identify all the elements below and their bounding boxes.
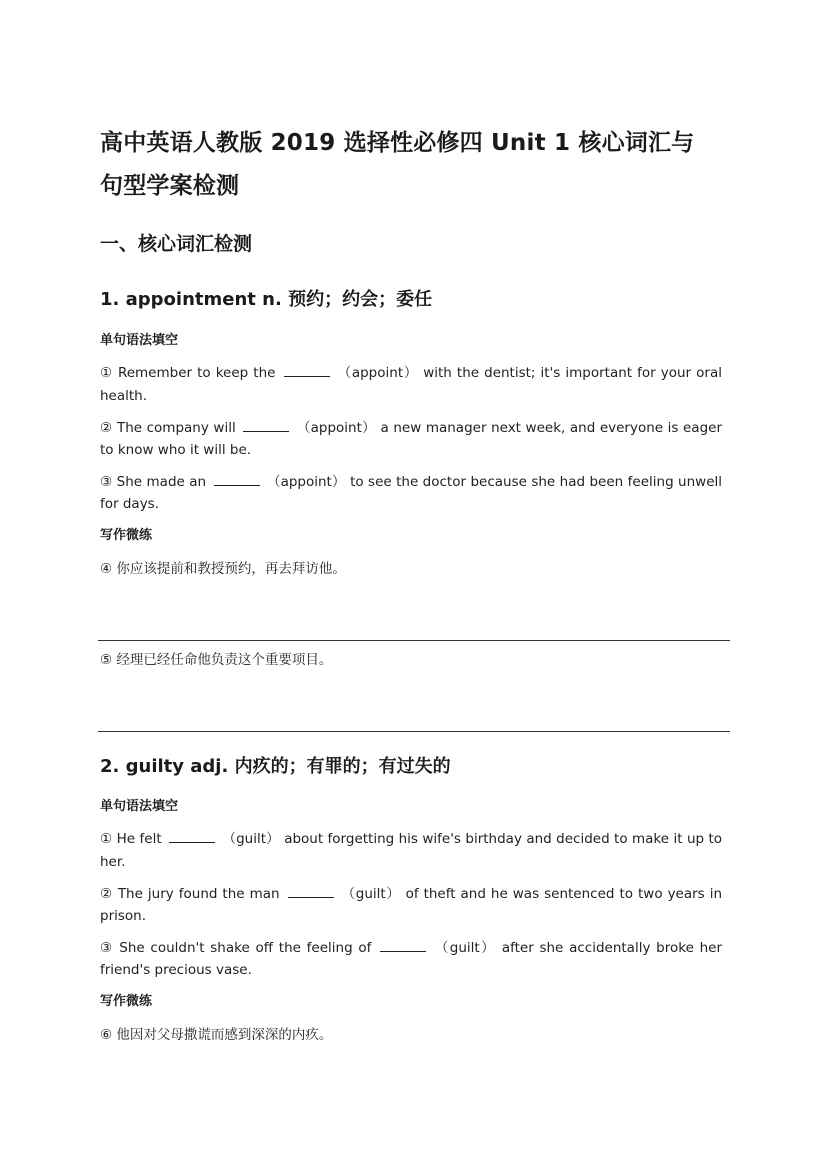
item-number: ③ bbox=[100, 474, 113, 490]
entry-heading-appointment: 1. appointment n. 预约；约会；委任 bbox=[100, 289, 433, 310]
item-number: ③ bbox=[100, 940, 114, 956]
entry-heading-guilty: 2. guilty adj. 内疚的；有罪的；有过失的 bbox=[100, 756, 451, 777]
fill-in-label: 单句语法填空 bbox=[100, 333, 179, 348]
sentence-continuation: to know who it will be. bbox=[100, 442, 252, 458]
item-number: ① bbox=[100, 365, 113, 381]
sentence-rest: with the dentist; it's important for your oral bbox=[423, 365, 722, 381]
item-number: ② bbox=[100, 420, 113, 436]
sentence-continuation: her. bbox=[100, 854, 126, 870]
word-hint: （appoint） bbox=[337, 365, 419, 381]
fill-in-label: 单句语法填空 bbox=[100, 799, 179, 814]
exercise-line bbox=[100, 416, 722, 436]
answer-blank[interactable] bbox=[380, 939, 426, 952]
answer-blank[interactable] bbox=[169, 830, 215, 843]
prompt-text: 你应该提前和教授预约，再去拜访他。 bbox=[116, 561, 346, 577]
item-number: ① bbox=[100, 831, 113, 847]
sentence-start: The jury found the man bbox=[117, 886, 280, 902]
sentence-continuation: for days. bbox=[100, 496, 160, 512]
exercise-line bbox=[100, 361, 722, 381]
document-title-line-1: 高中英语人教版 2019 选择性必修四 Unit 1 核心词汇与 bbox=[100, 130, 695, 156]
exercise-line bbox=[100, 936, 722, 956]
exercise-line bbox=[100, 827, 722, 847]
exercise-line bbox=[100, 470, 722, 490]
sentence-start: Remember to keep the bbox=[117, 365, 276, 381]
sentence-rest: after she accidentally broke her bbox=[501, 940, 723, 956]
writing-prompt bbox=[100, 648, 722, 668]
item-number: ② bbox=[100, 886, 113, 902]
item-number: ④ bbox=[100, 561, 113, 577]
section-heading: 一、核心词汇检测 bbox=[100, 233, 253, 255]
word-hint: （guilt） bbox=[341, 886, 401, 902]
sentence-continuation: health. bbox=[100, 388, 148, 404]
answer-line[interactable] bbox=[98, 640, 730, 641]
answer-blank[interactable] bbox=[214, 473, 260, 486]
writing-practice-label: 写作微练 bbox=[100, 994, 153, 1009]
item-number: ⑤ bbox=[100, 652, 113, 668]
prompt-text: 他因对父母撒谎而感到深深的内疚。 bbox=[116, 1027, 333, 1043]
prompt-text: 经理已经任命他负责这个重要项目。 bbox=[116, 652, 333, 668]
sentence-start: She made an bbox=[116, 474, 207, 490]
answer-blank[interactable] bbox=[284, 364, 330, 377]
sentence-rest: of theft and he was sentenced to two years in bbox=[405, 886, 723, 902]
answer-blank[interactable] bbox=[243, 419, 289, 432]
sentence-rest: about forgetting his wife's birthday and decided to make it up to bbox=[284, 831, 723, 847]
sentence-continuation: prison. bbox=[100, 908, 147, 924]
sentence-rest: to see the doctor because she had been feeling unwell bbox=[350, 474, 723, 490]
word-hint: （appoint） bbox=[296, 420, 376, 436]
word-hint: （guilt） bbox=[434, 940, 497, 956]
document-title-line-2: 句型学案检测 bbox=[100, 173, 240, 199]
exercise-line bbox=[100, 882, 722, 902]
answer-blank[interactable] bbox=[288, 885, 334, 898]
word-hint: （guilt） bbox=[222, 831, 280, 847]
sentence-start: She couldn't shake off the feeling of bbox=[119, 940, 372, 956]
writing-prompt bbox=[100, 1023, 722, 1043]
word-hint: （appoint） bbox=[266, 474, 346, 490]
sentence-start: He felt bbox=[116, 831, 162, 847]
item-number: ⑥ bbox=[100, 1027, 113, 1043]
sentence-continuation: friend's precious vase. bbox=[100, 962, 252, 978]
answer-line[interactable] bbox=[98, 731, 730, 732]
sentence-rest: a new manager next week, and everyone is eager bbox=[380, 420, 723, 436]
sentence-start: The company will bbox=[116, 420, 236, 436]
writing-prompt bbox=[100, 557, 722, 577]
writing-practice-label: 写作微练 bbox=[100, 528, 153, 543]
